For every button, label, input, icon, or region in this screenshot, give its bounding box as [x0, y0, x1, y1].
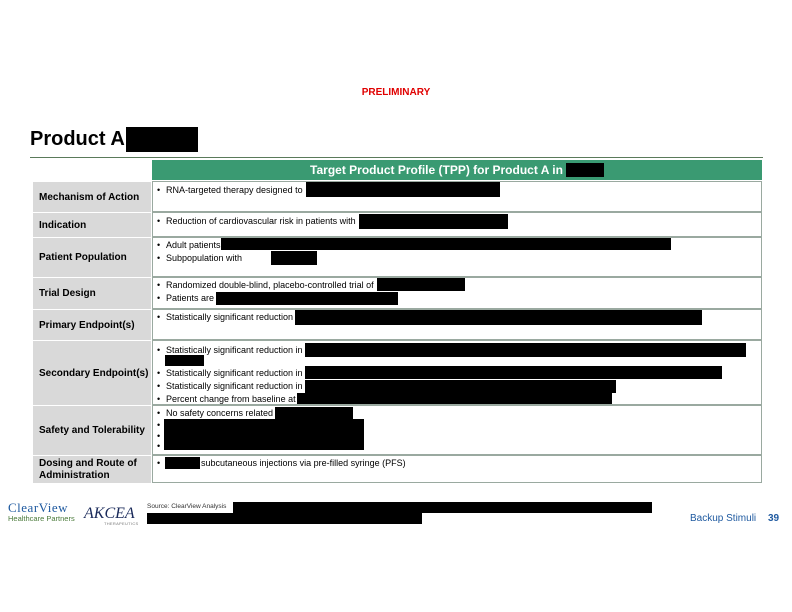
section-label: Backup Stimuli: [690, 513, 757, 524]
bullet-text: • Statistically significant reduction: [157, 312, 293, 322]
redaction: [233, 502, 652, 513]
akcea-logo-subtitle: THERAPEUTICS: [104, 521, 139, 526]
row-label-primary-endpoints: Primary Endpoint(s): [33, 309, 151, 340]
title-divider: [30, 157, 763, 158]
redaction: [271, 251, 317, 265]
redaction: [377, 278, 465, 291]
akcea-logo: AKCEA: [84, 505, 135, 522]
redaction: [164, 440, 364, 450]
row-label-patient-population: Patient Population: [33, 237, 151, 277]
redaction: [216, 292, 398, 305]
redaction: [295, 310, 702, 325]
redaction: [297, 393, 612, 404]
row-label-trial-design: Trial Design: [33, 277, 151, 309]
bullet-text: • Statistically significant reduction in: [157, 381, 303, 391]
clearview-logo: [8, 500, 75, 523]
table-heading-text: Target Product Profile (TPP) for Product A in: [310, 163, 563, 177]
redaction: [305, 380, 616, 393]
redaction: [126, 127, 198, 152]
bullet-text: • Randomized double-blind, placebo-controlled trial of: [157, 280, 374, 290]
clearview-logo-subtitle: Healthcare Partners: [8, 514, 75, 523]
preliminary-label: PRELIMINARY: [361, 87, 431, 98]
table-heading: [152, 160, 762, 180]
row-label-secondary-endpoints: Secondary Endpoint(s): [33, 340, 151, 405]
bullet-text: • Reduction of cardiovascular risk in patients with: [157, 216, 356, 226]
source-note: Source: ClearView Analysis: [147, 503, 227, 510]
redaction: [359, 214, 508, 229]
bullet-text: • RNA-targeted therapy designed to: [157, 185, 303, 195]
row-label-safety: Safety and Tolerability: [33, 405, 151, 455]
bullet-text: • Adult patients: [157, 240, 221, 250]
row-label-indication: Indication: [33, 212, 151, 237]
bullet-text: • Statistically significant reduction in: [157, 368, 303, 378]
redaction: [221, 238, 671, 250]
bullet-text: • Percent change from baseline at: [157, 394, 296, 404]
bullet-text: • No safety concerns related: [157, 408, 273, 418]
page-title: Product A: [30, 128, 125, 150]
redaction: [566, 163, 604, 177]
clearview-logo-name: ClearView: [8, 500, 69, 515]
bullet-text: • Patients are: [157, 293, 214, 303]
redaction: [305, 343, 746, 357]
redaction: [165, 457, 200, 469]
redaction: [305, 366, 722, 379]
redaction: [165, 355, 204, 366]
bullet-text: • Subpopulation with: [157, 253, 242, 263]
page-number: 39: [768, 513, 780, 524]
row-label-dosing: Dosing and Route of Administration: [33, 455, 151, 483]
bullet-text: subcutaneous injections via pre-filled syringe (PFS): [201, 458, 406, 468]
bullet-text: • Statistically significant reduction in: [157, 345, 303, 355]
redaction: [147, 513, 422, 524]
row-label-mechanism: Mechanism of Action: [33, 181, 151, 212]
redaction: [306, 182, 500, 197]
